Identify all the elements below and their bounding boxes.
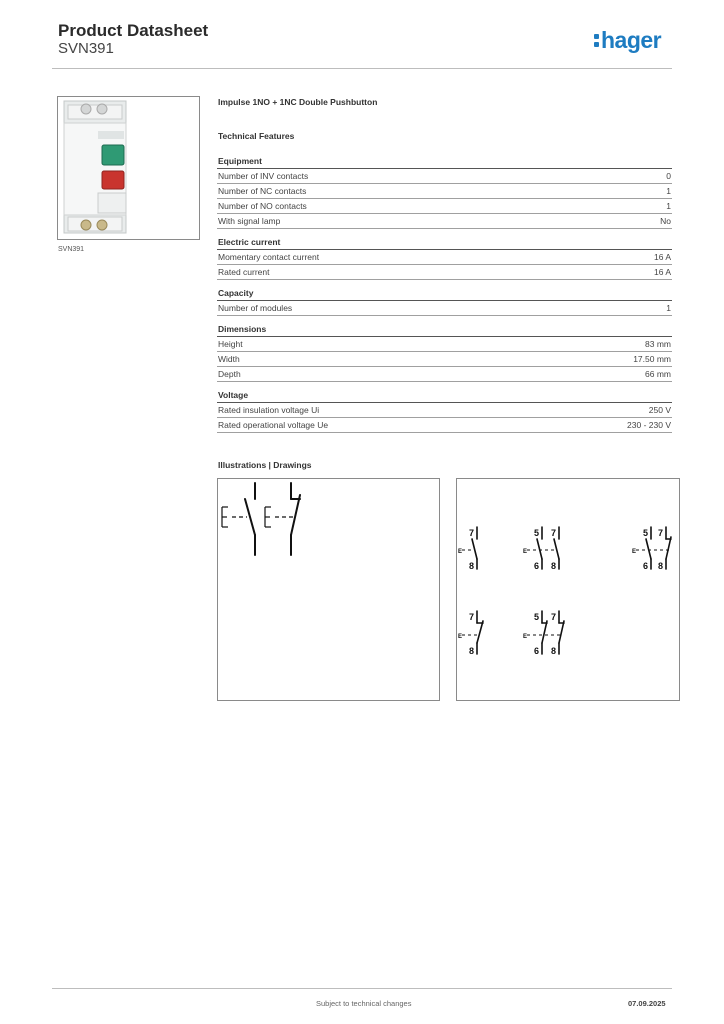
spec-value: 17.50 mm bbox=[633, 354, 671, 364]
spec-row bbox=[217, 250, 672, 265]
terminal-diagram-drawing bbox=[456, 478, 680, 701]
spec-row bbox=[217, 418, 672, 433]
spec-value: 66 mm bbox=[645, 369, 671, 379]
spec-label: Number of INV contacts bbox=[218, 171, 309, 181]
footer-divider bbox=[52, 988, 672, 989]
terminal-label: 7 bbox=[551, 528, 557, 538]
group-title: Dimensions bbox=[217, 323, 672, 337]
spec-row bbox=[217, 301, 672, 316]
spec-value: 1 bbox=[666, 186, 671, 196]
spec-row bbox=[217, 367, 672, 382]
terminal-label: 5 bbox=[643, 528, 649, 538]
spec-label: Number of NO contacts bbox=[218, 201, 307, 211]
spec-row bbox=[217, 169, 672, 184]
terminal-label: 6 bbox=[643, 561, 649, 571]
spec-label: Height bbox=[218, 339, 243, 349]
pushbutton-symbol-icon bbox=[218, 479, 439, 700]
spec-group-voltage bbox=[217, 389, 672, 433]
spec-groups bbox=[217, 155, 672, 440]
spec-label: Rated operational voltage Ue bbox=[218, 420, 329, 430]
spec-group-equipment bbox=[217, 155, 672, 229]
terminal-label: 8 bbox=[658, 561, 664, 571]
photo-caption: SVN391 bbox=[58, 246, 85, 253]
spec-label: Rated current bbox=[218, 267, 270, 277]
actuator-label: E bbox=[523, 634, 528, 640]
logo-dots-icon bbox=[594, 27, 600, 49]
spec-label: Width bbox=[218, 354, 240, 364]
terminal-label: 7 bbox=[469, 612, 475, 622]
product-photo bbox=[57, 96, 200, 240]
pushbutton-symbol-drawing bbox=[217, 478, 440, 701]
group-title: Equipment bbox=[217, 155, 672, 169]
spec-row bbox=[217, 199, 672, 214]
actuator-label: E bbox=[632, 549, 637, 555]
group-title: Voltage bbox=[217, 389, 672, 403]
actuator-label: E bbox=[458, 634, 463, 640]
logo-text: hager bbox=[601, 27, 662, 53]
brand-logo bbox=[594, 27, 661, 54]
actuator-label: E bbox=[458, 549, 463, 555]
product-description: Impulse 1NO + 1NC Double Pushbutton bbox=[218, 97, 378, 107]
terminal-label: 7 bbox=[658, 528, 664, 538]
spec-row bbox=[217, 265, 672, 280]
spec-value: 0 bbox=[666, 171, 671, 181]
spec-value: 1 bbox=[666, 201, 671, 211]
spec-row bbox=[217, 403, 672, 418]
spec-row bbox=[217, 184, 672, 199]
terminal-label: 7 bbox=[469, 528, 475, 538]
spec-value: 16 A bbox=[653, 252, 671, 262]
actuator-label: E bbox=[523, 549, 528, 555]
footer-note: Subject to technical changes bbox=[316, 999, 412, 1008]
terminal-label: 6 bbox=[534, 561, 540, 571]
spec-value: 83 mm bbox=[645, 339, 671, 349]
spec-group-electric-current bbox=[217, 236, 672, 280]
spec-label: Rated insulation voltage Ui bbox=[218, 405, 320, 415]
pushbutton-module-icon bbox=[58, 97, 199, 239]
terminal-label: 8 bbox=[469, 646, 475, 656]
terminal-diagram-icon bbox=[457, 479, 679, 700]
spec-value: 250 V bbox=[648, 405, 671, 415]
product-code: SVN391 bbox=[58, 40, 114, 57]
spec-group-capacity bbox=[217, 287, 672, 316]
technical-features-heading: Technical Features bbox=[218, 131, 295, 141]
terminal-label: 5 bbox=[534, 612, 540, 622]
spec-label: Depth bbox=[218, 369, 241, 379]
terminal-label: 8 bbox=[551, 646, 557, 656]
illustrations-heading: Illustrations | Drawings bbox=[218, 460, 312, 470]
group-title: Capacity bbox=[217, 287, 672, 301]
terminal-label: 6 bbox=[534, 646, 540, 656]
spec-value: 230 - 230 V bbox=[627, 420, 671, 430]
spec-row bbox=[217, 214, 672, 229]
terminal-label: 8 bbox=[551, 561, 557, 571]
spec-label: Momentary contact current bbox=[218, 252, 320, 262]
terminal-label: 7 bbox=[551, 612, 557, 622]
spec-label: Number of modules bbox=[218, 303, 293, 313]
spec-label: With signal lamp bbox=[218, 216, 281, 226]
spec-group-dimensions bbox=[217, 323, 672, 382]
spec-value: No bbox=[660, 216, 671, 226]
group-title: Electric current bbox=[217, 236, 672, 250]
terminal-label: 5 bbox=[534, 528, 540, 538]
footer-date: 07.09.2025 bbox=[628, 999, 666, 1008]
header-divider bbox=[52, 68, 672, 69]
spec-value: 16 A bbox=[653, 267, 671, 277]
spec-label: Number of NC contacts bbox=[218, 186, 307, 196]
terminal-label: 8 bbox=[469, 561, 475, 571]
spec-value: 1 bbox=[666, 303, 671, 313]
page-title: Product Datasheet bbox=[58, 21, 209, 40]
spec-row bbox=[217, 337, 672, 352]
spec-row bbox=[217, 352, 672, 367]
